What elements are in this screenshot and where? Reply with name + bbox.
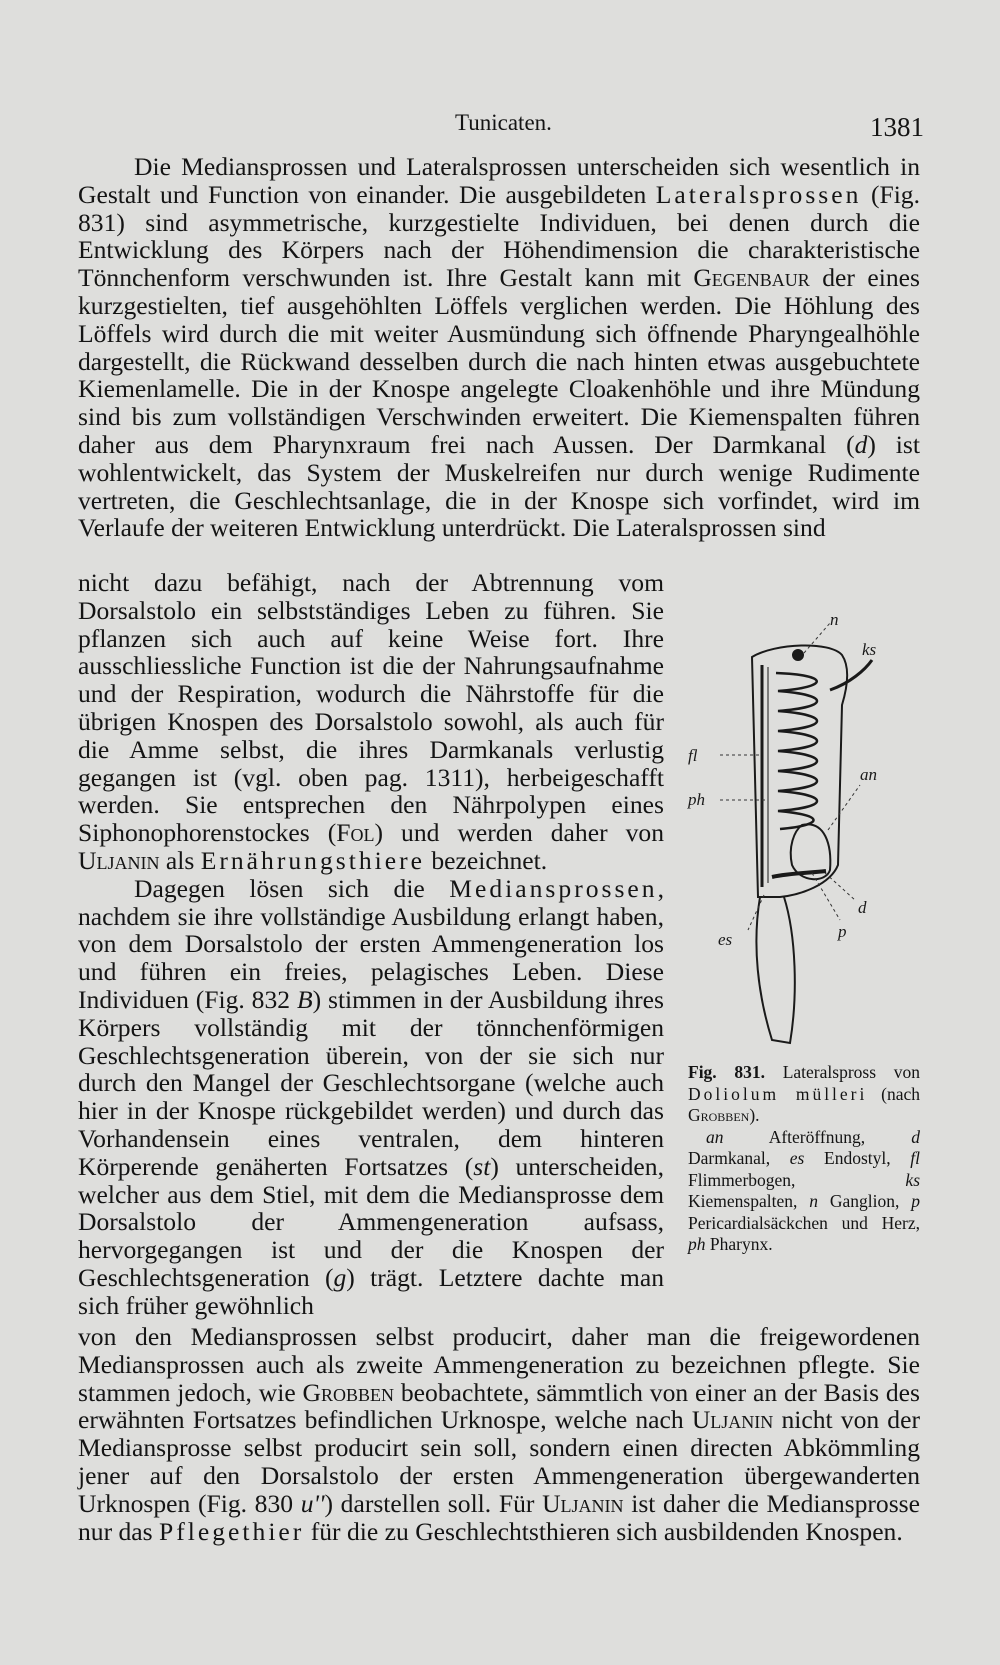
spaced-term: Ernährungsthiere xyxy=(200,845,425,875)
paragraph xyxy=(78,569,664,875)
caption-legend xyxy=(688,1127,920,1256)
paragraph xyxy=(78,1323,920,1545)
label-an: an xyxy=(860,765,877,784)
text-run: ) unterscheiden, welcher aus dem Stiel, mit dem die Mediansprosse dem Dorsalstolo der Ammengeneration aufsass, hervorgegangen ist und der die Knospen der Geschlechtsgeneration ( xyxy=(78,1151,664,1292)
legend-key: n xyxy=(809,1191,818,1211)
page-number: 1381 xyxy=(870,112,924,142)
figure-number: Fig. 831. xyxy=(688,1062,766,1082)
text-run: Dagegen lösen sich die xyxy=(134,873,450,903)
legend-desc: Afteröffnung, xyxy=(723,1126,912,1147)
text-run: Die Mediansprossen und Lateralsprossen unterscheiden sich wesentlich in Gestalt und Function von einander. Die ausgebildeten xyxy=(78,152,920,209)
text-run: ) trägt. Letztere dachte man sich früher gewöhnlich xyxy=(78,1262,664,1320)
text-run: ). xyxy=(749,1105,760,1125)
text-run: beobachtete, sämmtlich von einer an der Basis des erwähnten Fortsatzes befindlichen Urknospe, welche nach xyxy=(78,1377,921,1435)
paragraph xyxy=(78,153,920,542)
figure-letter: d xyxy=(854,429,868,459)
author-name: Grobben xyxy=(302,1377,395,1407)
label-n: n xyxy=(830,615,839,629)
legend-key: ks xyxy=(905,1169,920,1190)
legend-desc: Pericardialsäckchen und Herz, xyxy=(688,1212,920,1233)
text-run: für die zu Geschlechtsthieren sich ausbildenden Knospen. xyxy=(304,1516,903,1546)
label-ks: ks xyxy=(862,640,877,659)
text-run: nicht dazu befähigt, nach der Abtrennung vom Dorsalstolo ein selbstständiges Leben zu führen. Sie pflanzen sich auch auf keine Weise fort. Ihre ausschliessliche Function ist die der Nahrungsaufnahme und der Respiration, wodurch die Nährstoffe für die übrigen Knospen des Dorsalstolo sowohl, als auch für die Amme selbst, die ihres Darmkanals verlustig gegangen ist (vgl. oben pag. 1311), herbeigeschafft werden. Sie entsprechen den Nährpolypen eines Siphonophorenstockes ( xyxy=(78,568,664,848)
figure-831 xyxy=(680,615,920,1055)
label-p: p xyxy=(838,922,847,941)
running-title: Tunicaten. xyxy=(455,110,552,135)
legend-desc: Darmkanal, xyxy=(688,1148,790,1168)
paragraph xyxy=(78,875,664,1320)
text-run: als xyxy=(159,845,201,875)
gill-slits xyxy=(776,673,817,829)
label-fl: fl xyxy=(688,746,698,765)
text-run: der eines kurzgestielten, tief ausgehöhlten Löffels verglichen werden. Die Höhlung des Löffels wird durch die mit weiter Ausmündung sich öffnende Pharyngealhöhle dargestellt, die Rückwand desselben durch die nach hinten etwas ausgebuchtete Kiemenlamelle. Die in der Knospe angelegte Cloakenhöhle und ihre Mündung sind bis zum vollständigen Verschwinden erweitert. Die Kiemenspalten führen daher aus dem Pharynxraum frei nach Aussen. Der Darmkanal ( xyxy=(78,263,920,459)
figure-letter: g xyxy=(333,1262,347,1292)
ganglion-dot xyxy=(793,650,803,660)
body-text-narrow xyxy=(78,569,664,1320)
author-name: Grobben xyxy=(688,1105,750,1125)
lateral-spross-illustration xyxy=(680,615,920,1055)
label-ph: ph xyxy=(688,790,705,809)
legend-desc: Pharynx. xyxy=(705,1234,773,1254)
legend-key: d xyxy=(911,1126,920,1147)
author-name: Fol xyxy=(336,818,375,848)
author-name: Uljanin xyxy=(542,1488,624,1518)
body-text-top xyxy=(78,153,920,542)
page-header xyxy=(0,102,1000,142)
leader-n xyxy=(804,623,830,653)
figure-letter: B xyxy=(296,984,313,1014)
legend-key: es xyxy=(789,1148,805,1168)
text-run: (Fig. 831) sind asymmetrische, kurzgestielte Individuen, bei denen durch die Entwicklung des Körpers nach der Höhendimension die charakteristische Tönnchenform verschwunden ist. Ihre Gestalt kann mit xyxy=(78,179,921,293)
text-run: ist daher die Mediansprosse nur das xyxy=(78,1488,920,1546)
stalk-outline xyxy=(756,897,794,1043)
legend-key: ph xyxy=(688,1234,706,1254)
author-name: Gegenbaur xyxy=(693,263,810,293)
author-name: Uljanin xyxy=(691,1405,774,1435)
text-run: (nach xyxy=(867,1083,920,1104)
leader-an xyxy=(828,785,860,830)
text-run: ) stimmen in der Ausbildung ihres Körpers vollständig mit der tönnchenförmigen Geschlechtsgeneration überein, von der sie sich nur durch den Mangel der Geschlechtsorgane (welche auch hier in der Knospe rückgebildet werden) und durch das Vorhandensein eines ventralen, dem hinteren Körperende genäherten Fortsatzes ( xyxy=(78,984,664,1181)
legend-key: p xyxy=(911,1191,920,1211)
text-run: , nachdem sie ihre vollständige Ausbildung erlangt haben, von dem Dorsalstolo der ersten Ammengeneration los und führen ein freies, pelagisches Leben. Diese Individuen (Fig. 832 xyxy=(78,873,664,1014)
text-run: ) darstellen soll. Für xyxy=(324,1488,543,1518)
spaced-term: Pflegethier xyxy=(159,1516,305,1546)
legend-desc: Ganglion, xyxy=(817,1191,912,1211)
legend-desc: Kiemenspalten, xyxy=(688,1191,810,1211)
body-outline xyxy=(752,645,847,897)
caption-title xyxy=(688,1062,920,1127)
label-es: es xyxy=(718,930,733,949)
label-d: d xyxy=(858,898,867,917)
species-name: Doliolum mülleri xyxy=(688,1083,868,1104)
text-run: ) und werden daher von xyxy=(374,818,664,848)
text-run: von den Mediansprossen selbst producirt, daher man die freigewordenen Mediansprossen auch als zweite Ammengeneration zu bezeichnen pflegte. Sie stammen jedoch, wie xyxy=(78,1322,920,1407)
text-run: bezeichnet. xyxy=(424,845,548,875)
spaced-term: Mediansprossen xyxy=(449,873,658,903)
figure-letter: st xyxy=(473,1151,491,1181)
legend-desc: Flimmerbogen, xyxy=(688,1169,906,1190)
figure-letter: u'' xyxy=(300,1488,325,1518)
text-run: Lateralspross von xyxy=(765,1062,920,1082)
body-text-bottom xyxy=(78,1323,920,1545)
legend-key: fl xyxy=(910,1148,920,1168)
legend-desc: Endostyl, xyxy=(804,1148,911,1168)
spaced-term: Lateralsprossen xyxy=(655,179,862,209)
gut-base xyxy=(772,871,826,877)
text-run: nicht von der Mediansprosse selbst producirt sein soll, sondern einen directen Abkömmling jener auf den Dorsalstolo der ersten Ammengeneration übergewanderten Urknospen (Fig. 830 xyxy=(78,1405,920,1518)
legend-key: an xyxy=(706,1126,724,1147)
ks-process xyxy=(830,660,872,690)
text-run: ) ist wohlentwickelt, das System der Muskelreifen nur durch wenige Rudimente vertreten, die Geschlechtsanlage, die in der Knospe sich vorfindet, wird im Verlaufe der weiteren Entwicklung unterdrückt. Die Lateralsprossen sind xyxy=(78,429,920,543)
leader-d xyxy=(825,873,855,900)
figure-caption xyxy=(688,1062,920,1256)
author-name: Uljanin xyxy=(78,845,160,875)
